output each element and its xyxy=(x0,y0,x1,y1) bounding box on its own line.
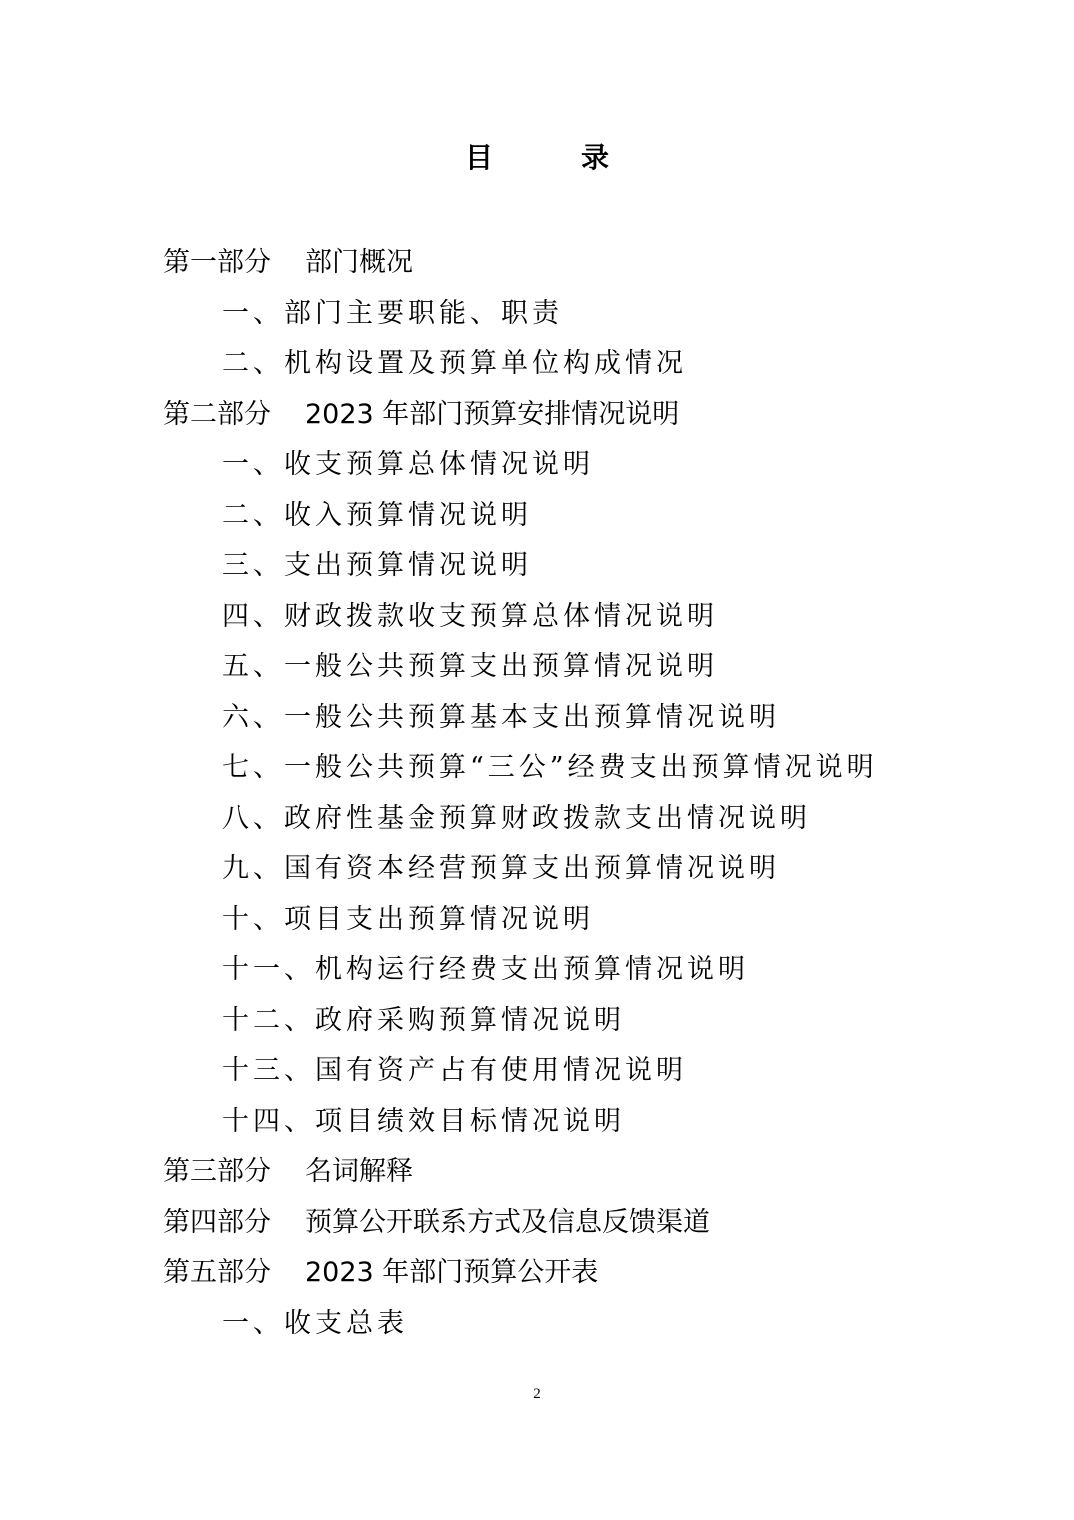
toc-item[interactable]: 七、一般公共预算“三公”经费支出预算情况说明 xyxy=(222,752,878,783)
toc-part-3[interactable] xyxy=(0,1147,1074,1198)
toc-part-title: 名词解释 xyxy=(305,1156,413,1187)
toc-part-2[interactable] xyxy=(0,390,1074,441)
toc-part-4[interactable] xyxy=(0,1198,1074,1249)
toc-item[interactable]: 十四、项目绩效目标情况说明 xyxy=(222,1105,625,1137)
toc-item[interactable]: 九、国有资本经营预算支出预算情况说明 xyxy=(222,853,780,884)
toc-part-number: 第五部分 xyxy=(163,1257,271,1288)
toc-part-5[interactable] xyxy=(0,1248,1074,1299)
toc-part-title: 部门概况 xyxy=(305,247,413,278)
toc-part-number: 第二部分 xyxy=(163,398,271,430)
toc-part-number: 第三部分 xyxy=(163,1156,271,1187)
toc-item[interactable]: 十一、机构运行经费支出预算情况说明 xyxy=(222,954,749,985)
toc-part-1[interactable] xyxy=(0,238,1074,289)
toc-item[interactable]: 三、支出预算情况说明 xyxy=(222,550,532,581)
toc-item[interactable]: 五、一般公共预算支出预算情况说明 xyxy=(222,651,718,682)
page-number: 2 xyxy=(533,1386,541,1402)
table-of-contents xyxy=(0,238,1074,1349)
toc-item[interactable]: 一、部门主要职能、职责 xyxy=(222,297,563,329)
toc-part-title: 2023 年部门预算公开表 xyxy=(305,1257,599,1288)
page-title: 目 录 xyxy=(464,141,639,174)
toc-item[interactable]: 十、项目支出预算情况说明 xyxy=(222,903,594,935)
toc-item[interactable]: 一、收支总表 xyxy=(222,1307,408,1339)
toc-item[interactable]: 八、政府性基金预算财政拨款支出情况说明 xyxy=(222,802,811,834)
toc-item[interactable]: 一、收支预算总体情况说明 xyxy=(222,449,594,480)
toc-item[interactable]: 六、一般公共预算基本支出预算情况说明 xyxy=(222,701,780,733)
toc-part-title: 预算公开联系方式及信息反馈渠道 xyxy=(305,1206,710,1238)
toc-part-title: 2023 年部门预算安排情况说明 xyxy=(305,398,680,430)
toc-item[interactable]: 四、财政拨款收支预算总体情况说明 xyxy=(222,600,718,632)
toc-item[interactable]: 二、机构设置及预算单位构成情况 xyxy=(222,348,687,379)
toc-item[interactable]: 十二、政府采购预算情况说明 xyxy=(222,1004,625,1036)
toc-item[interactable]: 二、收入预算情况说明 xyxy=(222,499,532,531)
toc-part-number: 第四部分 xyxy=(163,1206,271,1238)
toc-item[interactable]: 十三、国有资产占有使用情况说明 xyxy=(222,1055,687,1086)
toc-part-number: 第一部分 xyxy=(163,247,271,278)
